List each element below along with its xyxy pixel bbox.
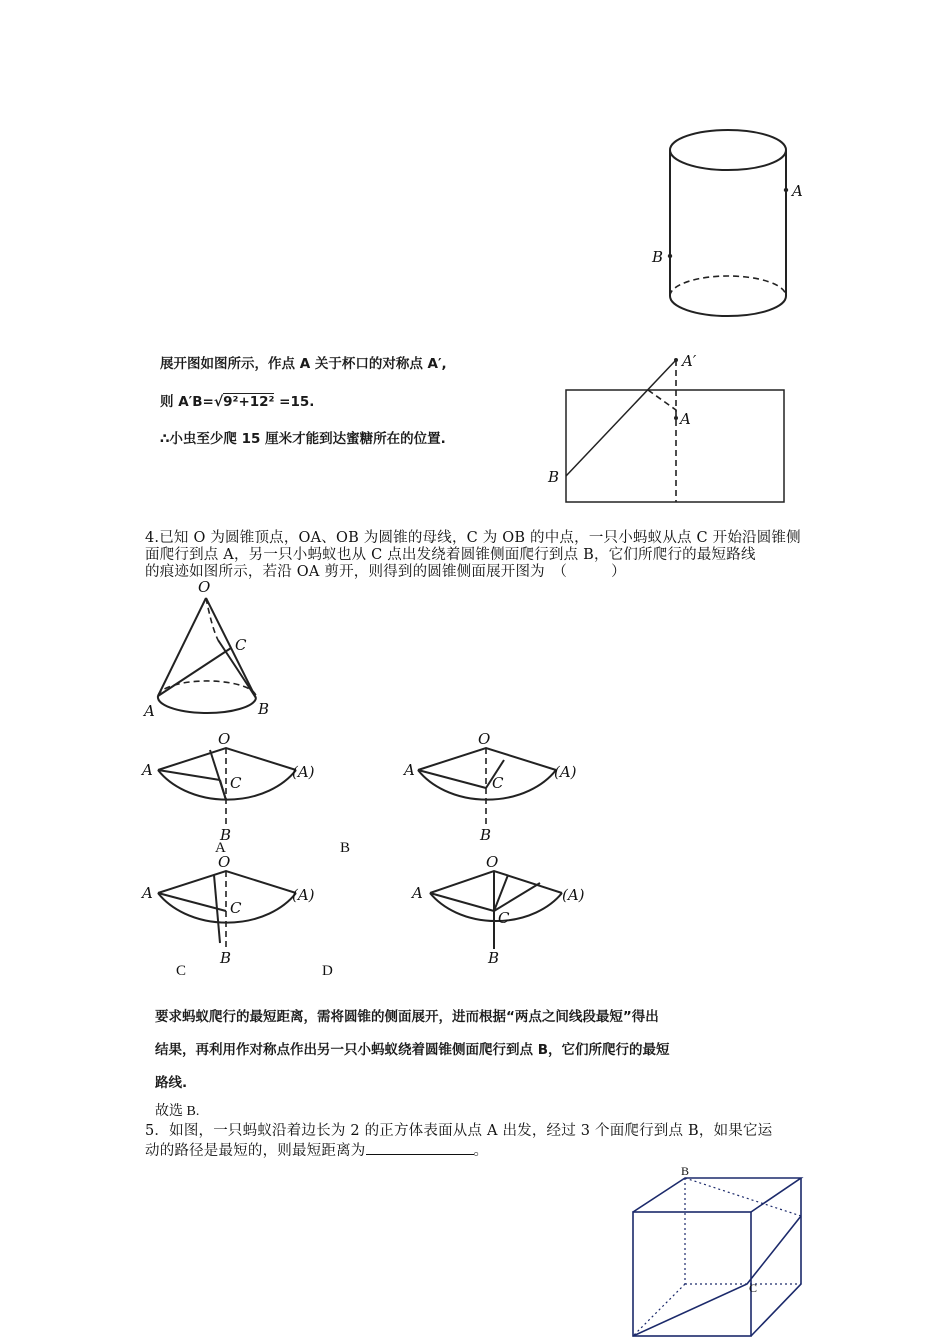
solution4-answer: 故选 B. [155, 1104, 200, 1119]
unfold-rectangle [566, 390, 784, 502]
solution4-line3: 路线. [155, 1075, 188, 1091]
path-b-to-a-prime [566, 360, 676, 476]
unfold-solution-line3: ∴小虫至少爬 15 厘米才能到达蜜糖所在的位置. [160, 431, 446, 447]
sector-label-c: C [230, 774, 242, 792]
cube-label-c: C [749, 1281, 758, 1295]
question4-line3: 的痕迹如图所示，若沿 OA 剪开，则得到的圆锥侧面展开图为 （ ） [145, 564, 626, 580]
cube-front-face [633, 1212, 751, 1336]
sector-label-a-paren: (A) [292, 886, 315, 904]
sector-label-c: C [498, 909, 510, 927]
cone-base-front [158, 696, 256, 713]
sector-radii [158, 871, 296, 893]
sector-radii [158, 748, 296, 770]
cylinder-label-a: A [792, 182, 803, 200]
answer-blank[interactable] [366, 1140, 474, 1155]
sector-label-o: O [478, 730, 491, 748]
cube-right-face [751, 1178, 801, 1336]
option-d-sector [408, 853, 598, 968]
option-b-label: B [340, 840, 351, 856]
cone-label-b: B [258, 700, 270, 718]
cube-top-face [633, 1178, 801, 1212]
sector-label-a-paren: (A) [292, 763, 315, 781]
cone-label-a: A [144, 702, 155, 720]
cone-label-c: C [235, 636, 247, 654]
option-c-label: C [176, 963, 187, 979]
sector-arc [158, 770, 296, 800]
cylinder-bottom-back [670, 276, 786, 296]
cone-base-back [158, 681, 256, 698]
option-d-label: D [322, 963, 333, 979]
option-a-label: A [215, 840, 226, 856]
option-a-sector [140, 730, 330, 845]
cube-hidden-diagonal [633, 1284, 685, 1336]
solution4-line1: 要求蚂蚁爬行的最短距离，需将圆锥的侧面展开，进而根据“两点之间线段最短”得出 [155, 1009, 659, 1025]
cylinder-figure [640, 122, 820, 322]
sector-label-a: A [412, 884, 423, 902]
reflection-path [648, 390, 676, 416]
sector-label-o: O [486, 853, 499, 871]
unfold-solution-line1: 展开图如图所示，作点 A 关于杯口的对称点 A′, [160, 356, 447, 372]
cube-label-b: B [681, 1164, 690, 1178]
sector-label-b: B [488, 949, 500, 967]
sector-path-c2 [494, 883, 540, 911]
unfold-solution-line2: 则 A′B=√9²+12² =15. [160, 394, 315, 410]
cylinder-top-rim [670, 130, 786, 170]
sector-label-a: A [404, 761, 415, 779]
question4-line2: 面爬行到点 A，另一只小蚂蚁也从 C 点出发绕着圆锥侧面爬行到点 B，它们所爬行的最短路线 [145, 547, 756, 563]
cylinder-label-b: B [652, 248, 664, 266]
sector-radii [430, 871, 562, 893]
sector-label-a-paren: (A) [554, 763, 577, 781]
sector-label-c: C [230, 899, 242, 917]
sector-radii [418, 748, 556, 770]
cone-label-o: O [198, 578, 211, 596]
option-c-sector [140, 853, 330, 968]
sector-label-o: O [218, 853, 231, 871]
unfold-label-a-prime: A′ [682, 352, 697, 370]
cube-figure [615, 1164, 815, 1344]
cylinder-bottom-front [670, 296, 786, 316]
question4-line1: 4.已知 O 为圆锥顶点，OA、OB 为圆锥的母线，C 为 OB 的中点，一只小蚂蚁从点 C 开始沿圆锥侧 [145, 530, 801, 546]
unfold-label-a: A [680, 410, 691, 428]
sector-path-a [418, 770, 486, 788]
sector-label-b: B [220, 949, 232, 967]
sector-label-c: C [492, 774, 504, 792]
sector-path-c [220, 780, 226, 800]
cube-hidden-top-diag [685, 1178, 801, 1216]
sector-label-b: B [220, 826, 232, 844]
unfold-label-b: B [548, 468, 560, 486]
sector-label-b: B [480, 826, 492, 844]
question5-line2: 动的路径是最短的，则最短距离为 。 [145, 1140, 488, 1160]
sector-label-a: A [142, 884, 153, 902]
option-b-sector [400, 730, 590, 845]
solution4-line2: 结果，再利用作对称点作出另一只小蚂蚁绕着圆锥侧面爬行到点 B，它们所爬行的最短 [155, 1042, 670, 1058]
question5-line1: 5．如图，一只蚂蚁沿着边长为 2 的正方体表面从点 A 出发，经过 3 个面爬行到点 B，如果它运 [145, 1123, 773, 1139]
ant-path [633, 1216, 801, 1336]
sector-label-a-paren: (A) [562, 886, 585, 904]
unfold-diagram [540, 348, 800, 508]
sector-label-o: O [218, 730, 231, 748]
sector-label-a: A [142, 761, 153, 779]
cone-figure [140, 578, 290, 728]
